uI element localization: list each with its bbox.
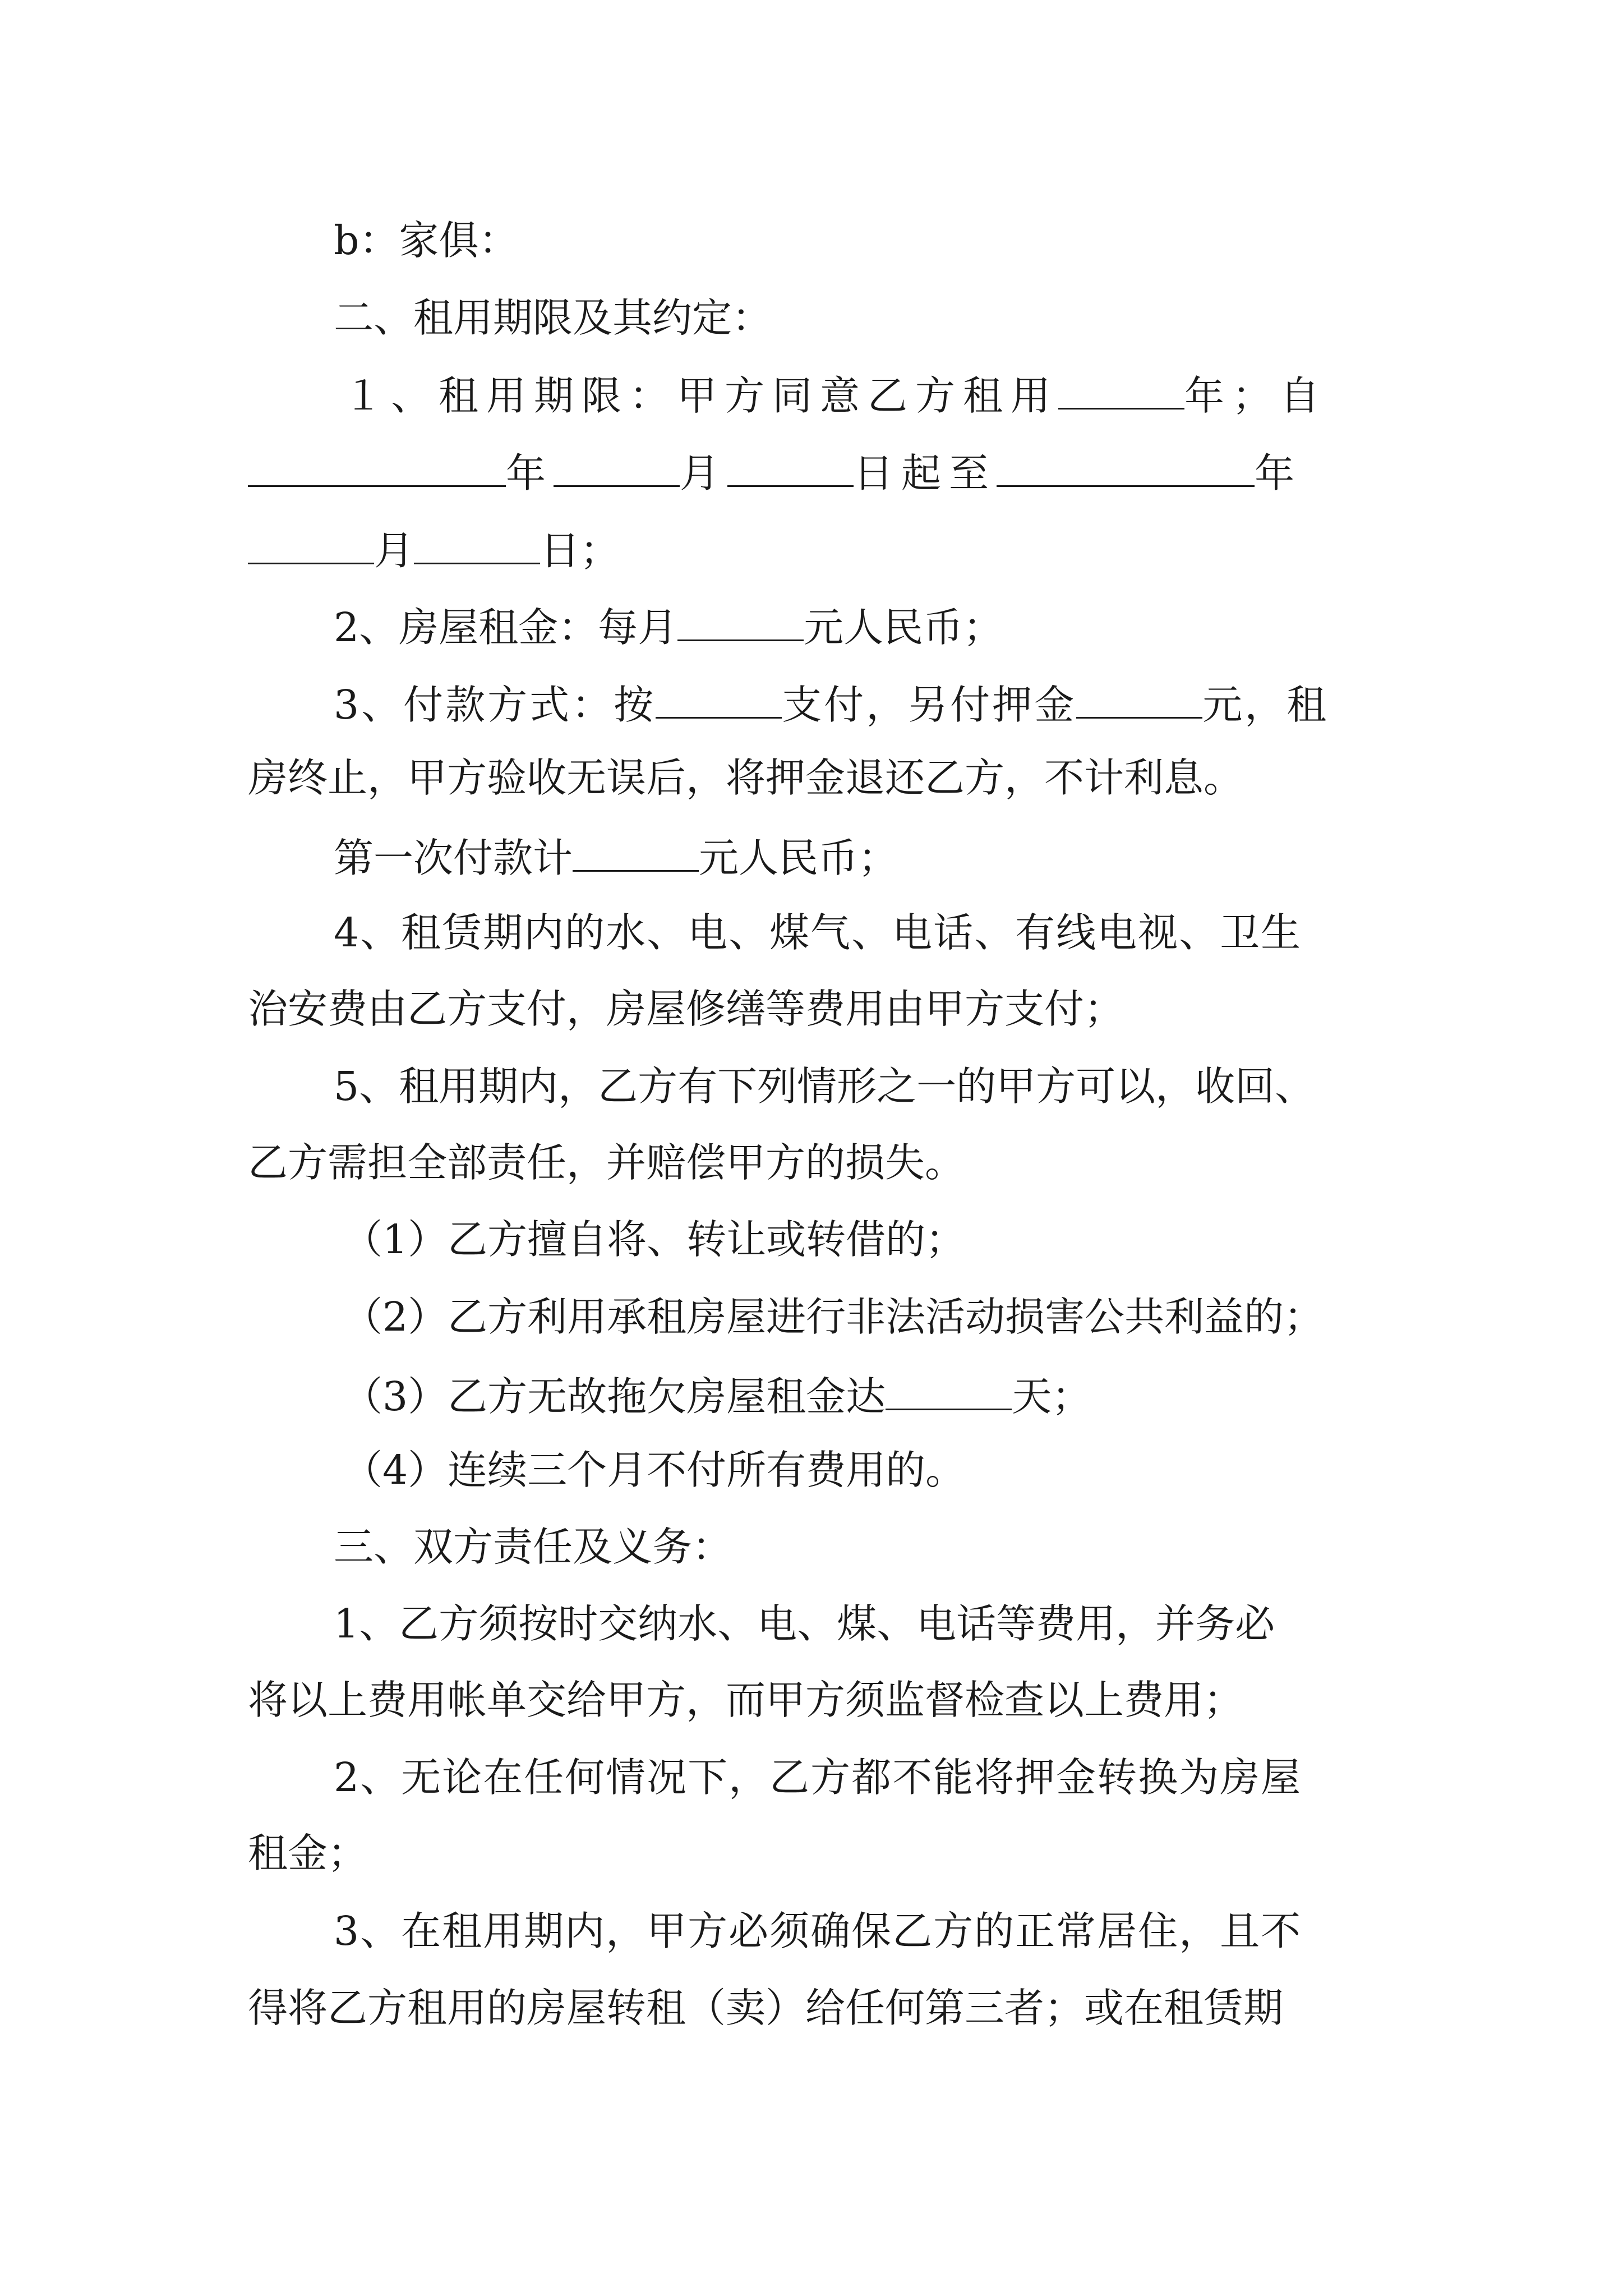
blank-start-month — [554, 450, 680, 487]
term-line-2 — [248, 450, 1303, 496]
breach-line-2: 乙方需担全部责任，并赔偿甲方的损失。 — [248, 1139, 965, 1186]
duty-3-line-1: 3、在租用期内，甲方必须确保乙方的正常居住，且不 — [334, 1908, 1302, 1954]
rent-line — [334, 604, 1003, 651]
breach-item-3-prefix: （3）乙方无故拖欠房屋租金达 — [343, 1373, 886, 1420]
term-year-label: 年 — [506, 450, 554, 496]
blank-overdue-days — [886, 1374, 1012, 1410]
blank-start-year — [248, 450, 506, 487]
first-payment-line — [334, 835, 898, 881]
blank-end-month — [248, 528, 374, 564]
duty-1-line-2: 将以上费用帐单交给甲方，而甲方须监督检查以上费用； — [248, 1677, 1244, 1723]
first-payment-prefix: 第一次付款计 — [334, 835, 573, 881]
payment-line-1 — [334, 682, 1329, 728]
term-day2-label: 日； — [540, 527, 620, 574]
payment-line-2: 房终止，甲方验收无误后，将押金退还乙方，不计利息。 — [248, 754, 1244, 801]
breach-line-1: 5、租用期内，乙方有下列情形之一的甲方可以，收回、 — [334, 1063, 1315, 1110]
blank-end-day — [414, 528, 540, 564]
payment-prefix: 3、付款方式：按 — [334, 682, 656, 728]
term-month2-label: 月 — [374, 527, 414, 574]
term-year2-label: 年 — [1255, 450, 1303, 496]
rent-prefix: 2、房屋租金：每月 — [334, 604, 678, 651]
blank-rent — [677, 605, 804, 641]
term-line-3 — [248, 527, 620, 574]
fees-line-1: 4、租赁期内的水、电、煤气、电话、有线电视、卫生 — [334, 909, 1302, 956]
blank-first-payment — [573, 835, 699, 872]
breach-item-3-suffix: 天； — [1012, 1373, 1092, 1420]
furniture-line: b：家俱： — [334, 217, 519, 264]
breach-item-2: （2）乙方利用承租房屋进行非法活动损害公共利益的； — [343, 1294, 1324, 1340]
duty-1-line-1: 1、乙方须按时交纳水、电、煤、电话等费用，并务必 — [334, 1600, 1275, 1647]
fees-line-2: 治安费由乙方支付，房屋修缮等费用由甲方支付； — [248, 986, 1124, 1032]
blank-deposit — [1076, 682, 1202, 719]
breach-item-1: （1）乙方擅自将、转让或转借的； — [343, 1216, 966, 1263]
payment-middle: 支付，另付押金 — [782, 682, 1077, 728]
blank-end-year — [997, 450, 1255, 487]
payment-suffix: 元，租 — [1202, 682, 1329, 728]
section-3-title: 三、双方责任及义务： — [334, 1524, 732, 1570]
duty-3-line-2: 得将乙方租用的房屋转租（卖）给任何第三者；或在租赁期 — [248, 1985, 1284, 2031]
rent-suffix: 元人民币； — [804, 604, 1003, 651]
duty-2-line-1: 2、无论在任何情况下，乙方都不能将押金转换为房屋 — [334, 1754, 1302, 1801]
duty-2-line-2: 租金； — [248, 1830, 368, 1876]
term-month-label: 月 — [680, 450, 728, 496]
breach-item-3 — [343, 1373, 1092, 1420]
blank-years — [1058, 373, 1184, 409]
blank-payment-method — [656, 682, 782, 719]
blank-start-day — [727, 450, 854, 487]
term-day-from-label: 日起至 — [854, 450, 997, 496]
term-line-1 — [343, 372, 1328, 419]
breach-item-4: （4）连续三个月不付所有费用的。 — [343, 1447, 966, 1493]
first-payment-suffix: 元人民币； — [699, 835, 898, 881]
term-line-1-prefix: １、租用期限：甲方同意乙方租用 — [343, 372, 1059, 419]
term-line-1-suffix: 年；自 — [1184, 372, 1328, 419]
section-2-title: 二、租用期限及其约定： — [334, 295, 772, 341]
